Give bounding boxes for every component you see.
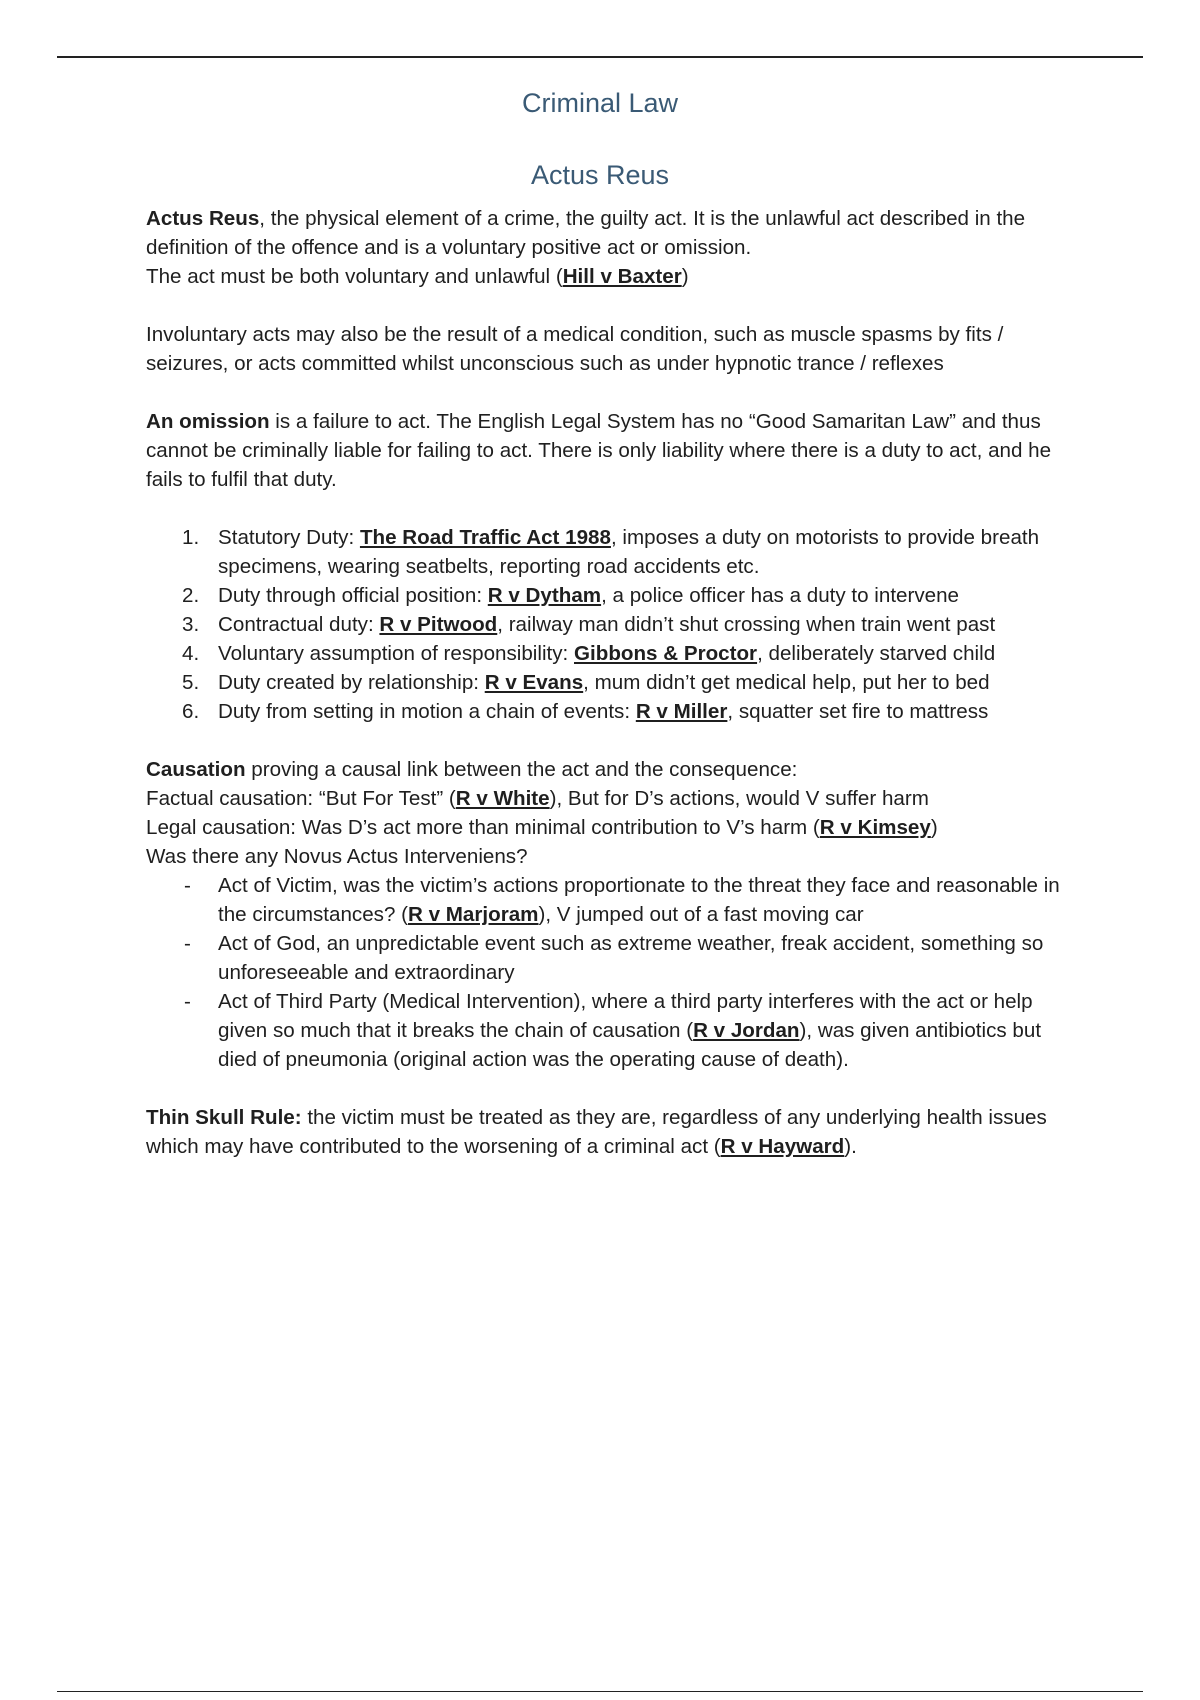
list-number: 3. [182, 613, 200, 636]
list-number: 2. [182, 584, 200, 607]
intro-case-post: ) [681, 265, 689, 288]
list-text: Act of God, an unpredictable event such as extreme weather, freak accident, something so unforeseeable and extraordinary [218, 932, 1044, 984]
list-dash: - [184, 990, 191, 1013]
case-name: R v Dytham [487, 584, 602, 607]
list-item [146, 987, 1066, 1074]
list-text: , a police officer has a duty to intervene [601, 584, 960, 607]
list-dash: - [184, 932, 191, 955]
list-dash: - [184, 874, 191, 897]
novus-question: Was there any Novus Actus Interveniens? [146, 845, 528, 868]
list-text: , deliberately starved child [757, 642, 996, 665]
causation-paragraph [146, 755, 1066, 784]
factual-post: ), But for D’s actions, would V suffer harm [549, 787, 929, 810]
case-name: R v Evans [484, 671, 584, 694]
case-r-v-hayward: R v Hayward [720, 1135, 845, 1158]
list-text: , squatter set fire to mattress [727, 700, 989, 723]
list-number: 5. [182, 671, 200, 694]
case-name: R v Jordan [693, 1019, 800, 1042]
list-item [146, 610, 1066, 639]
case-name: The Road Traffic Act 1988 [359, 526, 611, 549]
list-text: Act of Third Party (Medical Intervention), where a third party interferes with the act or help given so much that it breaks the chain of causation ( [218, 990, 1033, 1042]
involuntary-paragraph: Involuntary acts may also be the result of a medical condition, such as muscle spasms by fits / seizures, or acts committed whilst unconscious such as under hypnotic trance / reflexes [146, 323, 1004, 375]
omission-paragraph [146, 407, 1066, 494]
case-name: R v Miller [635, 700, 728, 723]
list-text: , railway man didn’t shut crossing when train went past [497, 613, 996, 636]
thin-skull-text: the victim must be treated as they are, regardless of any underlying health issues which may have contributed to the worsening of a criminal act ( [146, 1106, 1047, 1158]
case-hill-v-baxter: Hill v Baxter [562, 265, 682, 288]
duties-list [146, 523, 1066, 726]
list-item [146, 523, 1066, 581]
omission-term: An omission [146, 410, 270, 433]
list-text: Voluntary assumption of responsibility: [218, 642, 574, 665]
list-text: , mum didn’t get medical help, put her to bed [583, 671, 990, 694]
list-text: ), was given antibiotics but died of pneumonia (original action was the operating cause of death). [218, 1019, 1042, 1071]
legal-post: ) [930, 816, 938, 839]
page-title: Criminal Law [521, 88, 679, 118]
list-item [146, 581, 1066, 610]
list-text: Duty through official position: [218, 584, 488, 607]
causation-term: Causation [146, 758, 246, 781]
section-heading: Actus Reus [530, 160, 670, 190]
factual-causation-line [146, 784, 1066, 813]
intro-case-line [146, 262, 1066, 291]
omission-text: is a failure to act. The English Legal System has no “Good Samaritan Law” and thus cannot be criminally liable for failing to act. There is only liability where there is a duty to act, and he fails to fulfil that duty. [146, 410, 1052, 491]
legal-pre: Legal causation: Was D’s act more than minimal contribution to V’s harm ( [146, 816, 820, 839]
intro-text: , the physical element of a crime, the guilty act. It is the unlawful act described in the definition of the offence and is a voluntary positive act or omission. [146, 207, 1026, 259]
factual-pre: Factual causation: “But For Test” ( [146, 787, 456, 810]
list-text: , imposes a duty on motorists to provide breath specimens, wearing seatbelts, reporting road accidents etc. [218, 526, 1040, 578]
top-rule [57, 56, 1143, 58]
intro-term: Actus Reus [146, 207, 260, 230]
list-item [146, 697, 1066, 726]
novus-list [146, 871, 1066, 1074]
case-r-v-kimsey: R v Kimsey [819, 816, 931, 839]
list-text: ), V jumped out of a fast moving car [538, 903, 864, 926]
causation-text: proving a causal link between the act and the consequence: [245, 758, 798, 781]
case-name: R v Marjoram [408, 903, 539, 926]
list-item [146, 639, 1066, 668]
list-text: Duty created by relationship: [218, 671, 485, 694]
case-r-v-white: R v White [455, 787, 550, 810]
intro-case-pre: The act must be both voluntary and unlawful ( [146, 265, 563, 288]
list-item [146, 668, 1066, 697]
list-item [146, 871, 1066, 929]
list-text: Contractual duty: [218, 613, 380, 636]
case-name: Gibbons & Proctor [574, 642, 758, 665]
list-number: 4. [182, 642, 200, 665]
list-item [146, 929, 1066, 987]
list-number: 1. [182, 526, 200, 549]
list-text: Statutory Duty: [218, 526, 360, 549]
list-text: Act of Victim, was the victim’s actions proportionate to the threat they face and reasonable in the circumstances? ( [218, 874, 1060, 926]
legal-causation-line [146, 813, 1066, 842]
bottom-rule [57, 1691, 1143, 1692]
list-text: Duty from setting in motion a chain of events: [218, 700, 636, 723]
thin-skull-post: ). [844, 1135, 857, 1158]
intro-paragraph [146, 204, 1066, 262]
list-number: 6. [182, 700, 200, 723]
case-name: R v Pitwood [379, 613, 498, 636]
thin-skull-term: Thin Skull Rule: [146, 1106, 302, 1129]
document-body [146, 204, 1066, 1161]
thin-skull-paragraph [146, 1103, 1066, 1161]
